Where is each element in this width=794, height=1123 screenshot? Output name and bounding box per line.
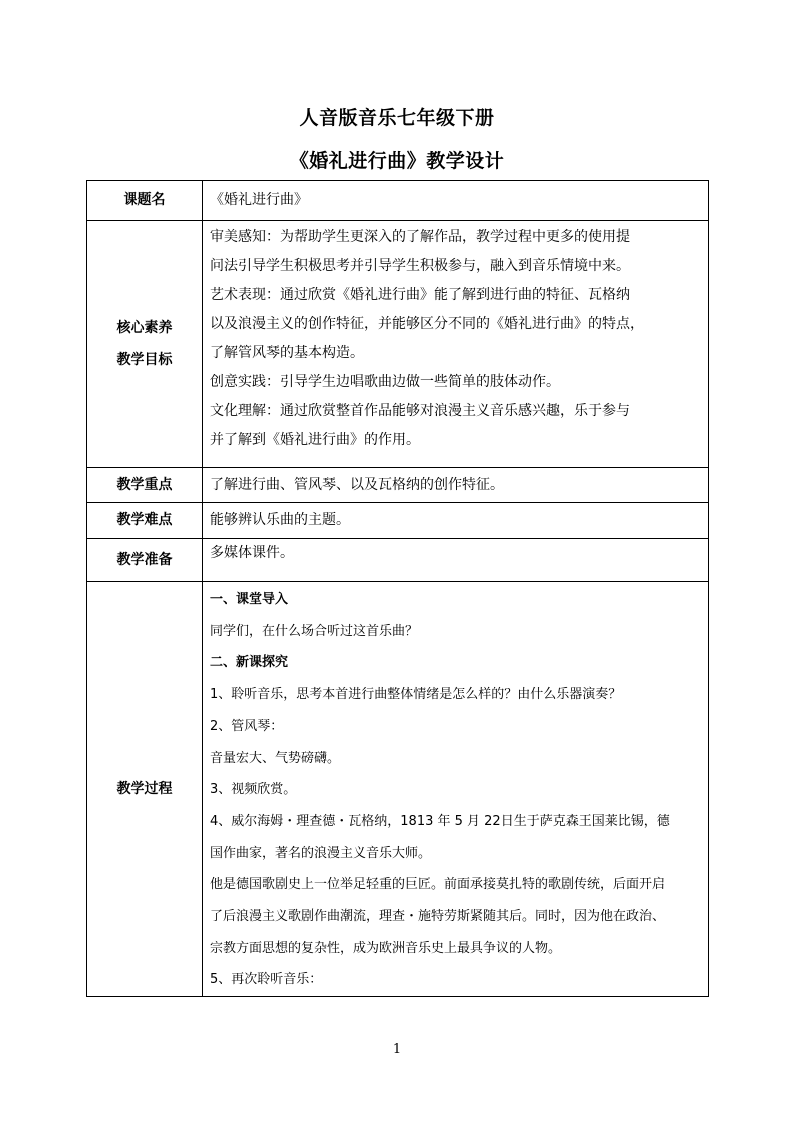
document-subtitle: 《婚礼进行曲》教学设计	[289, 150, 505, 172]
goal-line: 问法引导学生积极思考并引导学生积极参与，融入到音乐情境中来。	[210, 258, 630, 274]
difficulties-value	[203, 503, 709, 539]
topic-text: 《婚礼进行曲》	[210, 192, 308, 208]
topic-label: 课题名	[87, 181, 203, 221]
goals-row	[87, 221, 709, 468]
process-line: 2、管风琴：	[210, 718, 284, 734]
process-line: 3、视频欣赏。	[210, 782, 297, 798]
key-points-label: 教学重点	[87, 468, 203, 503]
key-points-value	[203, 468, 709, 503]
preparation-value	[203, 539, 709, 582]
key-points-text: 了解进行曲、管风琴、以及瓦格纳的创作特征。	[210, 476, 504, 493]
difficulties-label: 教学难点	[87, 503, 203, 539]
process-content	[203, 582, 709, 997]
process-line: 他是德国歌剧史上一位举足轻重的巨匠。前面承接莫扎特的歌剧传统，后面开启	[210, 877, 666, 893]
topic-row	[87, 181, 709, 221]
difficulties-text: 能够辨认乐曲的主题。	[210, 512, 350, 528]
process-line: 1、聆听音乐，思考本首进行曲整体情绪是怎么样的？由什么乐器演奏？	[210, 687, 622, 703]
difficulties-row	[87, 503, 709, 539]
goals-label-line2: 教学目标	[116, 352, 173, 368]
goals-label	[87, 221, 203, 468]
goal-line: 了解管风琴的基本构造。	[210, 345, 364, 361]
preparation-label: 教学准备	[87, 539, 203, 582]
process-row	[87, 582, 709, 997]
goals-lines	[210, 223, 702, 455]
goal-line: 并了解到《婚礼进行曲》的作用。	[210, 432, 420, 448]
lesson-plan-table	[86, 180, 709, 997]
preparation-row	[87, 539, 709, 582]
goal-line: 文化理解：通过欣赏整首作品能够对浪漫主义音乐感兴趣，乐于参与	[210, 403, 630, 419]
process-section-heading: 一、课堂导入	[210, 592, 289, 607]
process-line: 音量宏大、气势磅礴。	[210, 750, 341, 766]
document-title: 人音版音乐七年级下册	[299, 107, 495, 129]
goal-line: 创意实践：引导学生边唱歌曲边做一些简单的肢体动作。	[210, 374, 560, 390]
goal-line: 以及浪漫主义的创作特征，并能够区分不同的《婚礼进行曲》的特点，	[210, 316, 644, 332]
goal-line: 审美感知：为帮助学生更深入的了解作品，教学过程中更多的使用提	[210, 229, 630, 245]
process-line: 同学们，在什么场合听过这首乐曲？	[210, 623, 419, 639]
goal-line: 艺术表现：通过欣赏《婚礼进行曲》能了解到进行曲的特征、瓦格纳	[210, 287, 630, 303]
process-lines	[210, 584, 702, 996]
process-label: 教学过程	[87, 582, 203, 997]
page-number: 1	[392, 1042, 402, 1057]
process-section-heading: 二、新课探究	[210, 655, 289, 671]
process-line: 国作曲家，著名的浪漫主义音乐大师。	[210, 845, 432, 861]
process-line: 4、威尔海姆・理查德・瓦格纳，1813 年 5 月 22日生于萨克森王国莱比锡，德	[210, 813, 670, 829]
process-line: 了后浪漫主义歌剧作曲潮流，理查・施特劳斯紧随其后。同时，因为他在政治、	[210, 909, 666, 925]
key-points-row	[87, 468, 709, 503]
process-line: 5、再次聆听音乐：	[210, 972, 323, 988]
process-line: 宗教方面思想的复杂性，成为欧洲音乐史上最具争议的人物。	[210, 940, 562, 956]
goals-label-line1: 核心素养	[116, 320, 173, 336]
topic-value	[203, 181, 709, 221]
preparation-text: 多媒体课件。	[210, 545, 294, 561]
goals-content	[203, 221, 709, 468]
